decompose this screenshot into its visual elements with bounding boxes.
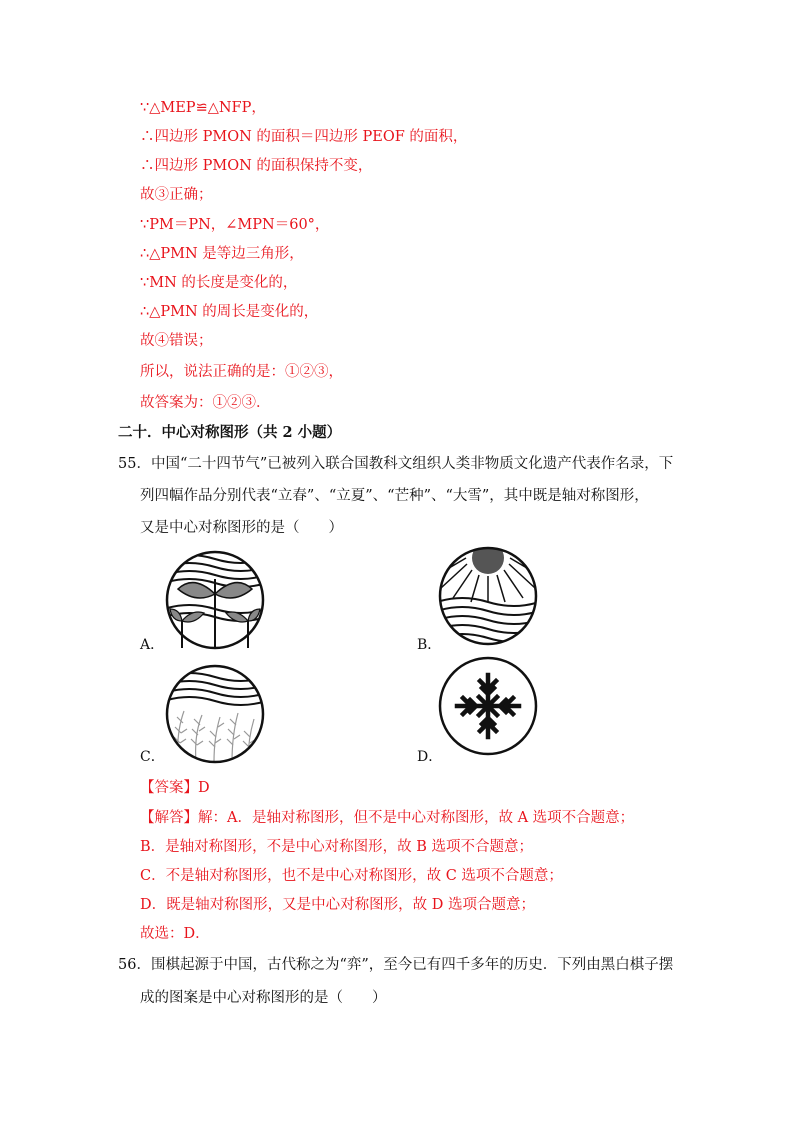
sprout-icon [164,549,266,651]
option-a-label: A． [140,637,165,653]
grain-icon [164,663,266,765]
solution-line: ∴△PMN 的周长是变化的， [140,304,319,320]
solution-line: ∵MN 的长度是变化的， [140,275,298,291]
solution-line: ∴四边形 PMON 的面积保持不变， [140,158,373,174]
question-stem: 成的图案是中心对称图形的是（ ） [140,990,387,1006]
section-heading: 二十．中心对称图形（共 2 小题） [118,424,342,441]
sun-waves-icon [437,540,539,648]
analysis-line: D．既是轴对称图形，又是中心对称图形，故 D 选项合题意； [140,897,535,913]
analysis-line: B．是轴对称图形，不是中心对称图形，故 B 选项不合题意； [140,839,534,855]
solution-line: ∵PM＝PN，∠MPN＝60°， [140,217,330,233]
solution-line: 故④错误； [140,333,213,349]
question-stem: 56．围棋起源于中国，古代称之为“弈”，至今已有四千多年的历史．下列由黑白棋子摆 [118,957,674,973]
solution-line: 故③正确； [140,187,213,203]
solution-line: ∴△PMN 是等边三角形， [140,246,304,262]
solution-line: ∵△MEP≌△NFP， [140,100,266,116]
question-stem: 又是中心对称图形的是（ ） [140,520,343,536]
analysis-line: 【解答】解：A．是轴对称图形，但不是中心对称图形，故 A 选项不合题意； [140,810,635,826]
question-stem: 55．中国“二十四节气”已被列入联合国教科文组织人类非物质文化遗产代表作名录，下 [118,456,674,472]
option-c-label: C． [140,749,165,765]
analysis-line: C．不是轴对称图形，也不是中心对称图形，故 C 选项不合题意； [140,868,563,884]
analysis-line: 故选：D． [140,926,210,942]
answer-line: 【答案】D [140,780,210,796]
question-stem: 列四幅作品分别代表“立春”、“立夏”、“芒种”、“大雪”，其中既是轴对称图形， [140,488,649,504]
solution-line: 所以，说法正确的是：①②③， [140,364,343,380]
snowflake-icon [437,655,539,757]
option-b-label: B． [417,637,442,653]
solution-line: 故答案为：①②③． [140,395,271,411]
option-d-label: D． [417,749,443,765]
solution-line: ∴四边形 PMON 的面积＝四边形 PEOF 的面积， [140,129,468,145]
